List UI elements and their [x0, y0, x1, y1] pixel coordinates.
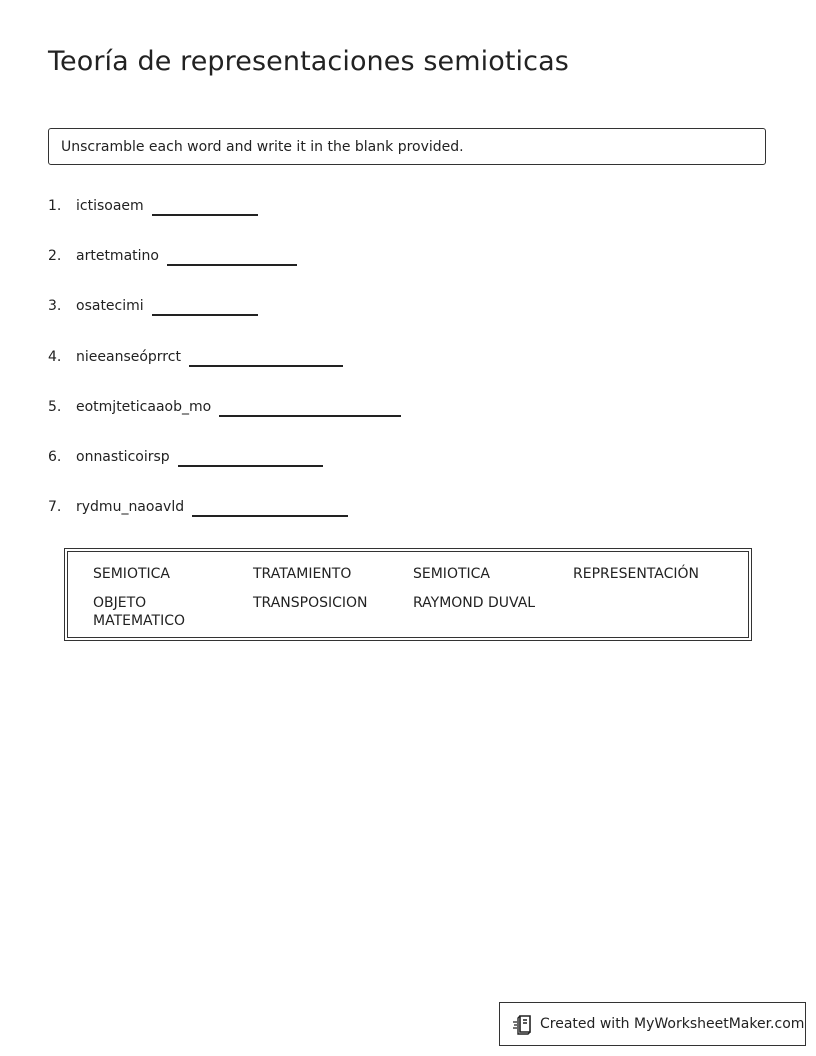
- list-item: [48, 196, 401, 246]
- word-bank-item: OBJETO MATEMATICO: [93, 595, 186, 629]
- word-bank-item: SEMIOTICA: [93, 566, 170, 582]
- item-number: 5.: [48, 398, 62, 415]
- book-logo-icon: [512, 1013, 534, 1035]
- scrambled-word: ictisoaem: [76, 198, 144, 214]
- list-item: [48, 347, 401, 397]
- footer-badge[interactable]: [499, 1002, 806, 1046]
- word-bank-item: SEMIOTICA: [413, 566, 490, 582]
- answer-blank[interactable]: [178, 447, 323, 467]
- item-number: 7.: [48, 499, 62, 516]
- word-bank-item: REPRESENTACIÓN: [573, 566, 699, 582]
- item-number: 2.: [48, 248, 62, 265]
- word-bank-item: TRATAMIENTO: [253, 566, 352, 582]
- word-bank: [64, 548, 752, 641]
- page-title: Teoría de representaciones semioticas: [48, 46, 569, 77]
- answer-blank[interactable]: [189, 347, 343, 367]
- list-item: [48, 447, 401, 497]
- list-item: [48, 296, 401, 346]
- scrambled-word: eotmjteticaaob_mo: [76, 398, 212, 415]
- answer-blank[interactable]: [192, 497, 348, 517]
- scramble-list: [48, 196, 401, 547]
- scrambled-word: osatecimi: [76, 298, 144, 315]
- answer-blank[interactable]: [152, 296, 258, 316]
- list-item: [48, 246, 401, 296]
- word-bank-item: RAYMOND DUVAL: [413, 595, 536, 611]
- scrambled-word: nieeanseóprrct: [76, 348, 181, 365]
- list-item: [48, 497, 401, 547]
- item-number: 6.: [48, 448, 62, 465]
- word-bank-item: TRANSPOSICION: [253, 595, 368, 611]
- scrambled-word: onnasticoirsp: [76, 448, 170, 465]
- answer-blank[interactable]: [219, 397, 401, 417]
- list-item: [48, 397, 401, 447]
- answer-blank[interactable]: [167, 246, 297, 266]
- item-number: 1.: [48, 198, 62, 214]
- instructions-box: Unscramble each word and write it in the blank provided.: [48, 128, 766, 165]
- scrambled-word: artetmatino: [76, 248, 159, 265]
- scrambled-word: rydmu_naoavld: [76, 499, 185, 516]
- item-number: 3.: [48, 298, 62, 315]
- footer-text: Created with MyWorksheetMaker.com: [540, 1016, 805, 1032]
- answer-blank[interactable]: [152, 196, 258, 216]
- item-number: 4.: [48, 348, 62, 365]
